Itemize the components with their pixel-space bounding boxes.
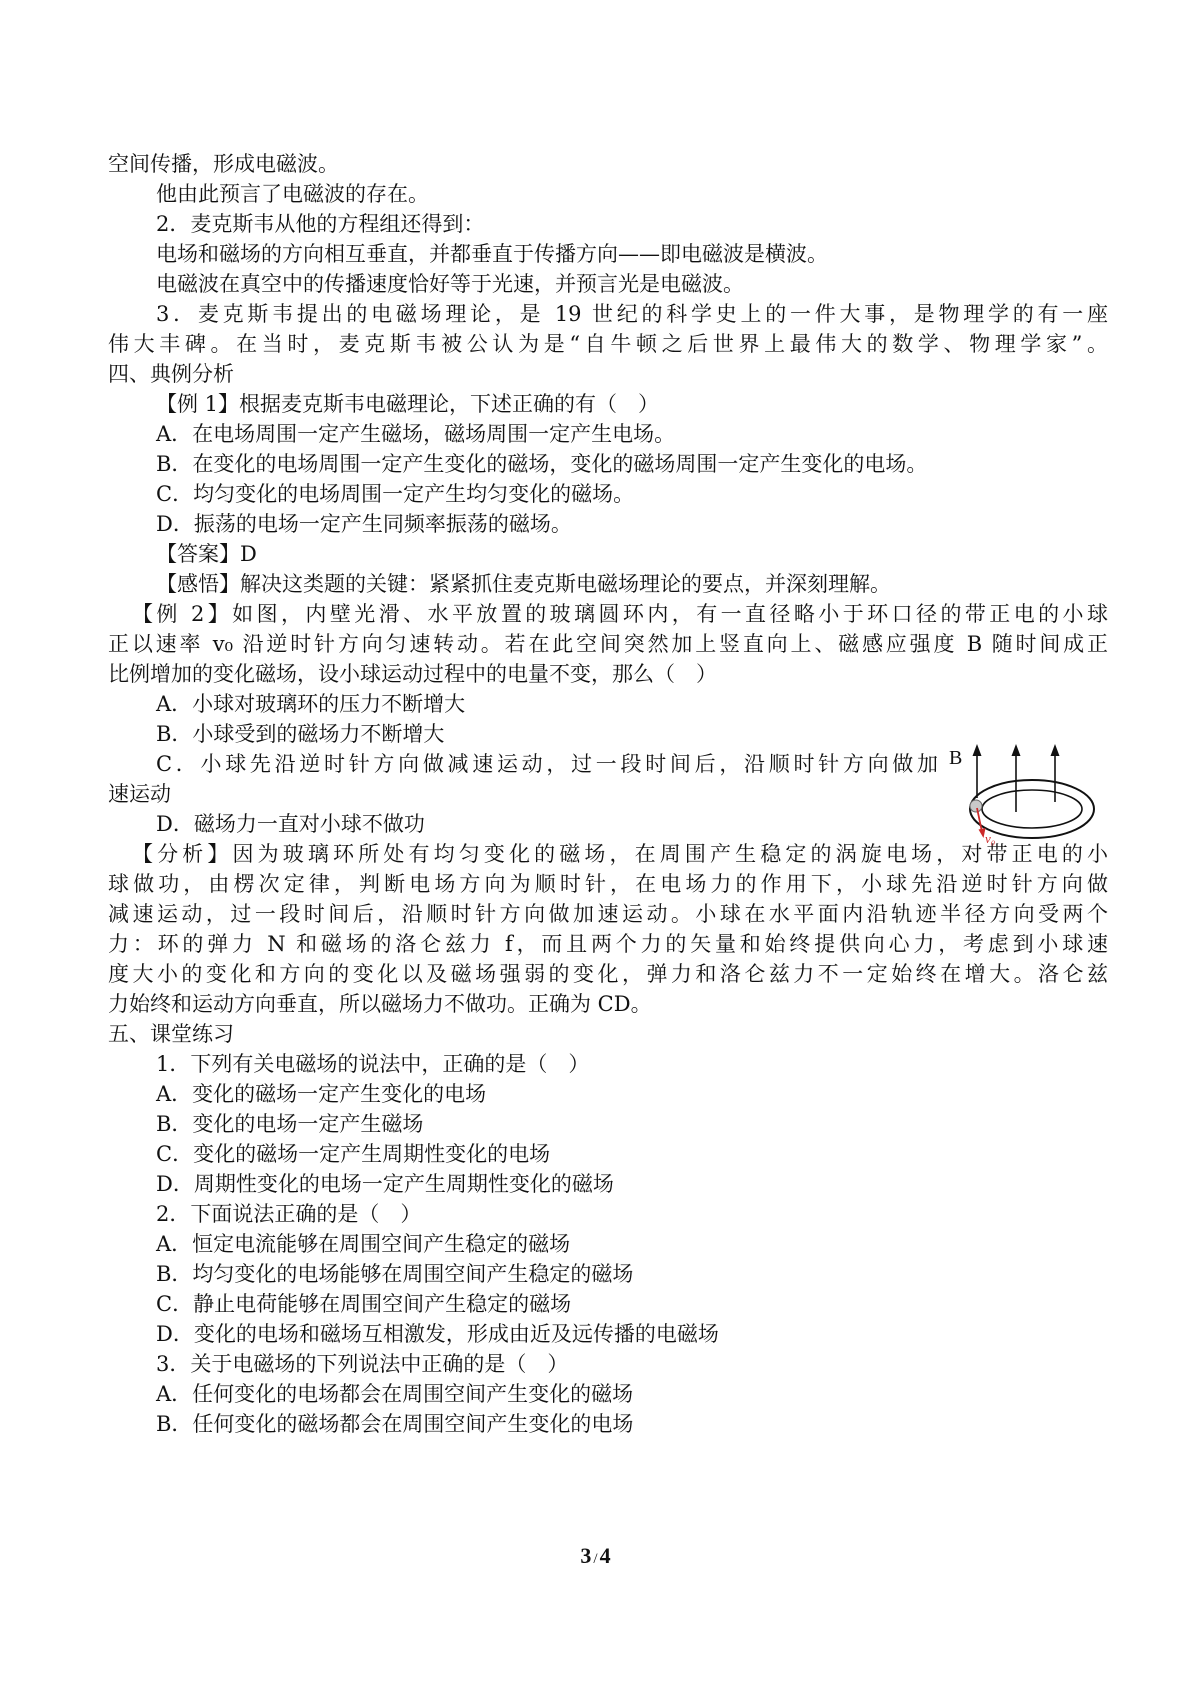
option-line: C．均匀变化的电场周围一定产生均匀变化的磁场。 [156, 482, 635, 506]
text-line: 正以速率 v₀ 沿逆时针方向匀速转动。若在此空间突然加上竖直向上、磁感应强度 B 随时间成正 [108, 632, 1108, 656]
option-line: B．小球受到的磁场力不断增大 [156, 722, 445, 746]
glass-ring-outer [970, 780, 1094, 838]
field-label: B [949, 747, 963, 769]
option-line: A．任何变化的电场都会在周围空间产生变化的磁场 [156, 1382, 634, 1406]
text-line: 空间传播，形成电磁波。 [108, 152, 339, 176]
page-separator: / [593, 1551, 598, 1567]
option-line: D．变化的电场和磁场互相激发，形成由近及远传播的电磁场 [156, 1322, 719, 1346]
option-line: D．振荡的电场一定产生同频率振荡的磁场。 [156, 512, 572, 536]
option-line: C．静止电荷能够在周围空间产生稳定的磁场 [156, 1292, 572, 1316]
option-line: A．恒定电流能够在周围空间产生稳定的磁场 [156, 1232, 571, 1256]
analysis-line: 力始终和运动方向垂直，所以磁场力不做功。正确为 CD。 [108, 992, 652, 1016]
field-arrowhead [1012, 744, 1021, 756]
charged-ball [970, 800, 982, 812]
text-line: 电场和磁场的方向相互垂直，并都垂直于传播方向——即电磁波是横波。 [156, 242, 828, 266]
total-pages: 4 [599, 1543, 611, 1568]
analysis-line: 【分析】因为玻璃环所处有均匀变化的磁场，在周围产生稳定的涡旋电场，对带正电的小 [132, 842, 1108, 866]
text-line: 3．麦克斯韦提出的电磁场理论，是 19 世纪的科学史上的一件大事，是物理学的有一座 [156, 302, 1108, 326]
answer-line: 【答案】D [156, 542, 257, 566]
option-line: D．周期性变化的电场一定产生周期性变化的磁场 [156, 1172, 614, 1196]
example-title: 【例 1】根据麦克斯韦电磁理论，下述正确的有（ ） [156, 392, 660, 416]
text-line: 伟大丰碑。在当时，麦克斯韦被公认为是“自牛顿之后世界上最伟大的数学、物理学家”。 [108, 332, 1108, 356]
section-heading: 五、课堂练习 [108, 1022, 234, 1046]
option-line: A．小球对玻璃环的压力不断增大 [156, 692, 466, 716]
option-line: B．变化的电场一定产生磁场 [156, 1112, 424, 1136]
text-line: 比例增加的变化磁场，设小球运动过程中的电量不变，那么（ ） [108, 662, 717, 686]
field-arrowhead [1051, 744, 1060, 756]
option-line: B．在变化的电场周围一定产生变化的磁场，变化的磁场周围一定产生变化的电场。 [156, 452, 928, 476]
magnetic-ring-figure [948, 736, 1098, 848]
analysis-line: 球做功，由楞次定律，判断电场方向为顺时针，在电场力的作用下，小球先沿逆时针方向做 [108, 872, 1108, 896]
insight-line: 【感悟】解决这类题的关键：紧紧抓住麦克斯电磁场理论的要点，并深刻理解。 [156, 572, 891, 596]
question-line: 1．下列有关电磁场的说法中，正确的是（ ） [156, 1052, 590, 1076]
glass-ring-inner [982, 790, 1082, 828]
field-arrowhead [973, 744, 982, 756]
velocity-label: v₀ [985, 831, 996, 846]
question-line: 3．关于电磁场的下列说法中正确的是（ ） [156, 1352, 569, 1376]
ring-diagram-svg [948, 736, 1098, 848]
analysis-line: 力：环的弹力 N 和磁场的洛仑兹力 f，而且两个力的矢量和始终提供向心力，考虑到小球速 [108, 932, 1108, 956]
text-line: 他由此预言了电磁波的存在。 [156, 182, 429, 206]
option-line: A．在电场周围一定产生磁场，磁场周围一定产生电场。 [156, 422, 676, 446]
question-line: 2．下面说法正确的是（ ） [156, 1202, 422, 1226]
analysis-line: 度大小的变化和方向的变化以及磁场强弱的变化，弹力和洛仑兹力不一定始终在增大。洛仑兹 [108, 962, 1108, 986]
velocity-arrow [977, 808, 982, 832]
text-line: 2．麦克斯韦从他的方程组还得到： [156, 212, 485, 236]
section-heading: 四、典例分析 [108, 362, 234, 386]
option-line: 速运动 [108, 782, 171, 806]
option-line: A．变化的磁场一定产生变化的电场 [156, 1082, 487, 1106]
analysis-line: 减速运动，过一段时间后，沿顺时针方向做加速运动。小球在水平面内沿轨迹半径方向受两个 [108, 902, 1108, 926]
text-line: 电磁波在真空中的传播速度恰好等于光速，并预言光是电磁波。 [156, 272, 744, 296]
option-line: D．磁场力一直对小球不做功 [156, 812, 425, 836]
example-title: 【例 2】如图，内壁光滑、水平放置的玻璃圆环内，有一直径略小于环口径的带正电的小球 [132, 602, 1108, 626]
option-line: C．小球先沿逆时针方向做减速运动，过一段时间后，沿顺时针方向做加 [156, 752, 938, 776]
page-number [0, 1543, 1191, 1569]
current-page: 3 [580, 1543, 592, 1568]
option-line: B．任何变化的磁场都会在周围空间产生变化的电场 [156, 1412, 634, 1436]
option-line: C．变化的磁场一定产生周期性变化的电场 [156, 1142, 551, 1166]
option-line: B．均匀变化的电场能够在周围空间产生稳定的磁场 [156, 1262, 634, 1286]
